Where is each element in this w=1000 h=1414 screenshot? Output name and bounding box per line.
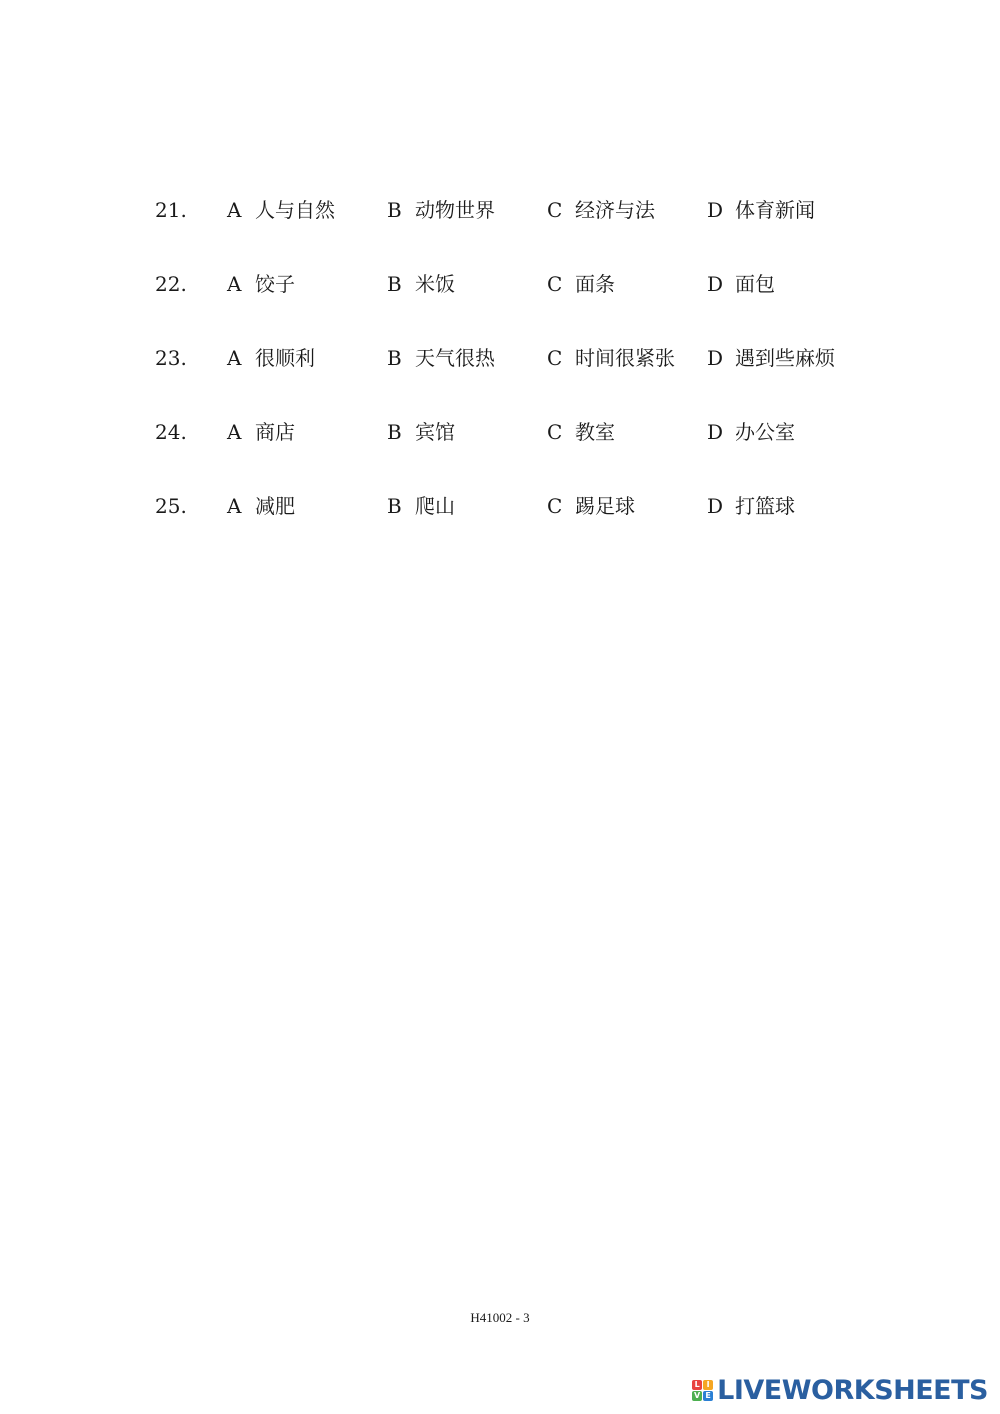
option-c[interactable] [547,190,655,230]
option-c[interactable] [547,264,615,304]
question-number: 22. [155,272,187,296]
option-letter: A [227,494,242,518]
option-c[interactable] [547,486,635,526]
option-letter: C [547,272,563,296]
option-d[interactable] [707,412,795,452]
option-letter: C [547,346,563,370]
option-b[interactable] [387,412,455,452]
option-text: 爬山 [415,494,455,518]
option-a[interactable] [227,412,295,452]
question-25 [0,486,1000,526]
option-text: 时间很紧张 [575,346,675,370]
option-letter: B [387,494,402,518]
page-code: H41002 - 3 [470,1310,530,1325]
option-letter: D [707,198,724,222]
question-number: 21. [155,198,187,222]
option-b[interactable] [387,338,495,378]
question-23 [0,338,1000,378]
option-letter: A [227,346,242,370]
option-letter: D [707,272,724,296]
option-c[interactable] [547,412,615,452]
option-a[interactable] [227,190,335,230]
question-21 [0,190,1000,230]
logo-letter: L [692,1380,702,1390]
option-b[interactable] [387,190,495,230]
option-letter: C [547,494,563,518]
option-text: 人与自然 [255,198,335,222]
option-text: 动物世界 [415,198,495,222]
option-b[interactable] [387,486,455,526]
question-number: 25. [155,494,187,518]
option-text: 饺子 [255,272,295,296]
liveworksheets-branding [692,1372,988,1408]
option-a[interactable] [227,338,315,378]
option-letter: A [227,272,242,296]
page-footer [0,1310,1000,1326]
option-text: 经济与法 [575,198,655,222]
option-text: 减肥 [255,494,295,518]
option-d[interactable] [707,338,835,378]
option-text: 米饭 [415,272,455,296]
option-text: 遇到些麻烦 [735,346,835,370]
option-text: 商店 [255,420,295,444]
option-text: 很顺利 [255,346,315,370]
option-d[interactable] [707,264,775,304]
question-24 [0,412,1000,452]
option-a[interactable] [227,486,295,526]
option-letter: B [387,346,402,370]
option-text: 面条 [575,272,615,296]
liveworksheets-logo-icon [692,1380,713,1401]
option-b[interactable] [387,264,455,304]
question-list [0,0,1000,560]
option-text: 办公室 [735,420,795,444]
logo-letter: E [703,1391,713,1401]
option-text: 打篮球 [735,494,795,518]
option-text: 天气很热 [415,346,495,370]
option-letter: D [707,346,724,370]
option-letter: D [707,494,724,518]
option-text: 踢足球 [575,494,635,518]
question-number: 24. [155,420,187,444]
option-letter: C [547,198,563,222]
option-letter: B [387,420,402,444]
logo-letter: I [703,1380,713,1390]
option-letter: C [547,420,563,444]
option-letter: B [387,272,402,296]
option-text: 教室 [575,420,615,444]
question-number: 23. [155,346,187,370]
option-a[interactable] [227,264,295,304]
option-d[interactable] [707,190,815,230]
option-letter: D [707,420,724,444]
question-22 [0,264,1000,304]
option-text: 宾馆 [415,420,455,444]
option-text: 体育新闻 [735,198,815,222]
option-c[interactable] [547,338,675,378]
option-letter: B [387,198,402,222]
option-text: 面包 [735,272,775,296]
option-d[interactable] [707,486,795,526]
option-letter: A [227,420,242,444]
liveworksheets-wordmark: LIVEWORKSHEETS [717,1374,988,1406]
logo-letter: V [694,1390,701,1400]
option-letter: A [227,198,242,222]
